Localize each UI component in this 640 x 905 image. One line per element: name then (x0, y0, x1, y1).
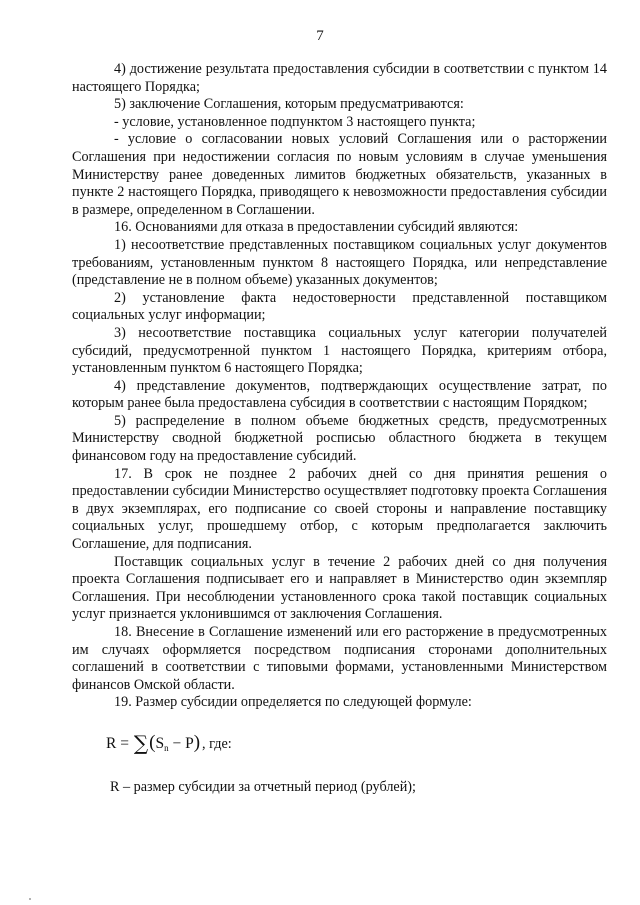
formula-equals: = (120, 734, 129, 752)
formula-close-paren: ) (193, 731, 201, 753)
formula-minus-term: − P (168, 734, 194, 752)
definition-r: R – размер субсидии за отчетный период (рублей); (110, 778, 416, 795)
paragraph-18: 18. Внесение в Соглашение изменений или его расторжение в предусмотренных им случаях оформляется посредством подписания сторонами дополнительных соглашений в соответствии с типовыми формами, установленными Министерством финансов Омской области. (72, 624, 607, 693)
paragraph-refusal-5: 5) распределение в полном объеме бюджетных средств, предусмотренных Министерству сводной бюджетной росписью областного бюджета в текущем финансовом году на предоставление субсидий. (72, 412, 607, 465)
paragraph-17: 17. В срок не позднее 2 рабочих дней со дня принятия решения о предоставлении субсидии Министерство осуществляет подготовку проекта Соглашения в двух экземплярах, его подписание со своей стороны и направление поставщику социальных услуг, прошедшему отбор, с которым предполагается заключить Соглашение, для подписания. (72, 465, 607, 553)
formula-subscript: n (164, 742, 169, 753)
paragraph-16-4: 4) достижение результата предоставления субсидии в соответствии с пунктом 14 настоящего Порядка; (72, 61, 607, 95)
page-number: 7 (316, 28, 324, 44)
formula-suffix: , где: (202, 735, 232, 752)
paragraph-condition-1: - условие, установленное подпунктом 3 настоящего пункта; (114, 113, 476, 130)
formula-term: S (155, 734, 165, 752)
paragraph-refusal-2: 2) установление факта недостоверности представленной поставщиком социальных услуг информации; (72, 289, 607, 324)
paragraph-refusal-1: 1) несоответствие представленных поставщиком социальных услуг документов требованиям, установленным пунктом 8 настоящего Порядка, или непредставление (представление не в полном объеме) указанных документов; (72, 236, 607, 289)
subsidy-formula (106, 730, 607, 758)
paragraph-17-supplier: Поставщик социальных услуг в течение 2 рабочих дней со дня получения проекта Соглашения подписывает его и направляет в Министерство один экземпляр Соглашения. При несоблюдении установленного срока такой поставщик социальных услуг признается уклонившимся от заключения Соглашения. (72, 553, 607, 623)
paragraph-19: 19. Размер субсидии определяется по следующей формуле: (114, 694, 472, 711)
paragraph-16-5: 5) заключение Соглашения, которым предусматриваются: (114, 96, 464, 113)
paragraph-16-title: 16. Основаниями для отказа в предоставлении субсидий являются: (114, 219, 519, 236)
formula-lhs: R (106, 734, 117, 752)
formula-sum-sign: ∑ (133, 730, 149, 755)
document-body (72, 61, 607, 797)
paragraph-refusal-4: 4) представление документов, подтверждающих осуществление затрат, по которым ранее была предоставлена субсидия в соответствии с настоящим Порядком; (72, 377, 607, 412)
scan-speck (29, 898, 31, 900)
paragraph-refusal-3: 3) несоответствие поставщика социальных услуг категории получателей субсидий, предусмотренной пунктом 1 настоящего Порядка, критериям отбора, установленным пунктом 6 настоящего Порядка; (72, 324, 607, 377)
formula-open-paren: ( (149, 731, 156, 753)
paragraph-condition-2: - условие о согласовании новых условий Соглашения или о расторжении Соглашения при недостижении согласия по новым условиям в случае уменьшения Министерству ранее доведенных лимитов бюджетных обязательств, указанных в пункте 2 настоящего Порядка, приводящего к невозможности предоставления субсидии в размере, определенном в Соглашении. (72, 131, 607, 218)
